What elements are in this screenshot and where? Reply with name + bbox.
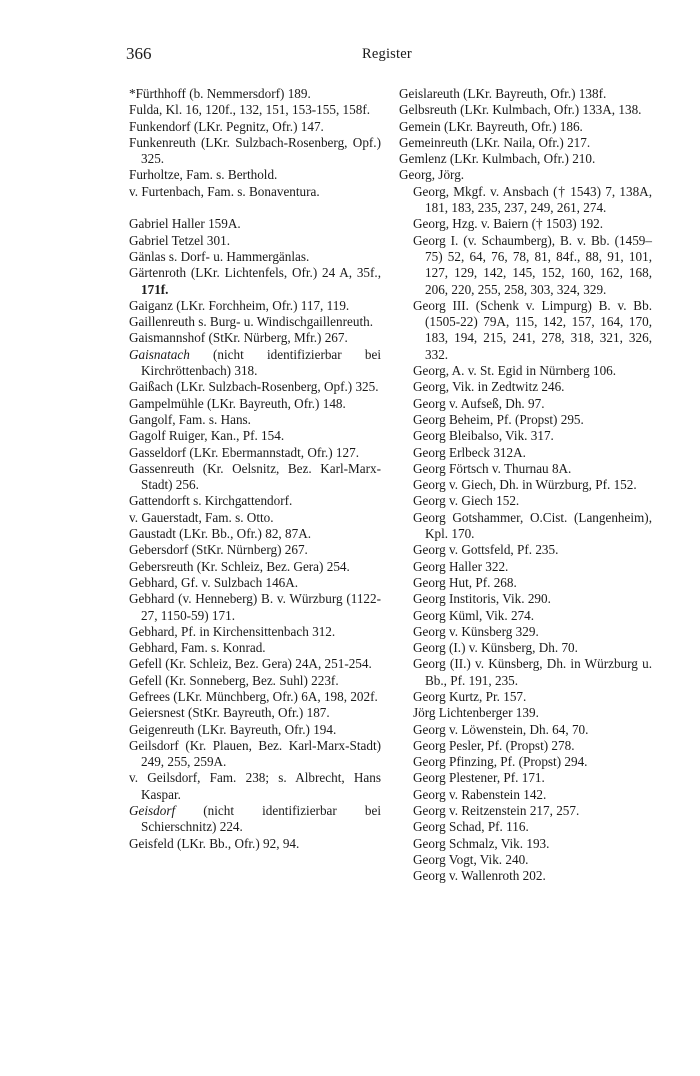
index-subentry: [413, 722, 652, 738]
entry-text: (nicht identifizierbar bei Kirchröttenbach) 318.: [141, 346, 381, 379]
index-entry: [129, 428, 381, 444]
index-subentry: [413, 803, 652, 819]
entry-text: Georg v. Giech 152.: [413, 493, 520, 509]
entry-text: Georg Beheim, Pf. (Propst) 295.: [413, 411, 584, 427]
index-subentry: [413, 559, 652, 575]
entry-text: Georg Pfinzing, Pf. (Propst) 294.: [413, 754, 588, 770]
index-entry: [129, 705, 381, 721]
index-entry: [129, 656, 381, 672]
page-number: 366: [126, 44, 152, 63]
index-subentry: [413, 624, 652, 640]
entry-text: Georg (II.) v. Künsberg, Dh. in Würzburg u. Bb., Pf. 191, 235.: [413, 656, 652, 688]
index-entry: [129, 803, 381, 836]
entry-text: *Fürthhoff (b. Nemmersdorf) 189.: [129, 86, 311, 101]
entry-text: (nicht identifizierbar bei Schierschnitz) 224.: [141, 803, 381, 835]
index-entry: [129, 445, 381, 461]
entry-text: Gasseldorf (LKr. Ebermannstadt, Ofr.) 127.: [129, 444, 359, 460]
index-subentry: [413, 216, 652, 232]
entry-text: Georg Plestener, Pf. 171.: [413, 770, 545, 786]
index-subentry: [413, 689, 652, 705]
index-entry: [129, 493, 381, 509]
index-subentry: [413, 787, 652, 803]
entry-text: Gaustadt (LKr. Bb., Ofr.) 82, 87A.: [129, 526, 312, 542]
entry-spacer: [129, 200, 381, 216]
entry-text: Georg I. (v. Schaumberg), B. v. Bb. (1459–75) 52, 64, 76, 78, 81, 84f., 88, 91, 101, 127, 129, 142, 145, 152, 160, 162, 168, 206, 220, 255, 258, 303, 324, 329.: [413, 232, 652, 297]
entry-text: Georg v. Wallenroth 202.: [413, 868, 546, 884]
index-subentry: [413, 396, 652, 412]
entry-text: Geigenreuth (LKr. Bayreuth, Ofr.) 194.: [129, 721, 337, 737]
index-entry: [129, 347, 381, 380]
entry-text: Georg III. (Schenk v. Limpurg) B. v. Bb. (1505-22) 79A, 115, 142, 157, 164, 170, 183, 194, 215, 241, 278, 318, 321, 326, 332.: [413, 297, 652, 362]
index-subentry: [413, 836, 652, 852]
index-subentry: [413, 233, 652, 298]
index-subentry: [413, 754, 652, 770]
entry-text: Funkenreuth (LKr. Sulzbach-Rosenberg, Opf.) 325.: [129, 134, 381, 167]
entry-text: Gangolf, Fam. s. Hans.: [129, 411, 251, 427]
index-subentry: [413, 542, 652, 558]
entry-text: Gaismannshof (StKr. Nürberg, Mfr.) 267.: [129, 330, 348, 346]
index-subentry: [413, 445, 652, 461]
index-entry: [399, 135, 652, 151]
entry-text: Gebhard, Gf. v. Sulzbach 146A.: [129, 574, 299, 590]
index-entry: [129, 298, 381, 314]
entry-text: Georg Schmalz, Vik. 193.: [413, 835, 550, 851]
entry-text: Gefell (Kr. Sonneberg, Bez. Suhl) 223f.: [129, 672, 339, 688]
entry-text: Georg Institoris, Vik. 290.: [413, 591, 551, 607]
entry-text: Gaißach (LKr. Sulzbach-Rosenberg, Opf.) 325.: [129, 379, 379, 395]
index-entry: [129, 624, 381, 640]
index-subentry: [413, 738, 652, 754]
entry-text: Georg Küml, Vik. 274.: [413, 607, 535, 623]
entry-text: Geiersnest (StKr. Bayreuth, Ofr.) 187.: [129, 705, 330, 721]
entry-text: Georg (I.) v. Künsberg, Dh. 70.: [413, 640, 578, 656]
entry-text: Georg, Jörg.: [399, 167, 465, 183]
index-entry: [399, 86, 652, 102]
index-entry: [129, 379, 381, 395]
entry-text: Geislareuth (LKr. Bayreuth, Ofr.) 138f.: [399, 86, 607, 101]
index-entry: [129, 396, 381, 412]
entry-text: Georg Haller 322.: [413, 558, 509, 574]
index-subentry: [413, 705, 652, 721]
entry-text: Georg v. Löwenstein, Dh. 64, 70.: [413, 721, 589, 737]
entry-text: Geisfeld (LKr. Bb., Ofr.) 92, 94.: [129, 835, 300, 851]
index-entry: [129, 722, 381, 738]
entry-text: Gaillenreuth s. Burg- u. Windischgaillenreuth.: [129, 314, 373, 330]
entry-text: Gemlenz (LKr. Kulmbach, Ofr.) 210.: [399, 151, 596, 167]
index-entry: [399, 102, 652, 118]
index-entry: [129, 738, 381, 771]
index-entry: [129, 119, 381, 135]
index-entry: [399, 151, 652, 167]
entry-text: Georg, Hzg. v. Baiern († 1503) 192.: [413, 216, 604, 232]
entry-text: Gebhard (v. Henneberg) B. v. Würzburg (1122-27, 1150-59) 171.: [129, 591, 381, 623]
index-entry: [129, 689, 381, 705]
entry-text: Gampelmühle (LKr. Bayreuth, Ofr.) 148.: [129, 395, 346, 411]
entry-text: Gemein (LKr. Bayreuth, Ofr.) 186.: [399, 118, 583, 134]
entry-text: Funkendorf (LKr. Pegnitz, Ofr.) 147.: [129, 118, 324, 134]
index-subentry: [413, 656, 652, 689]
entry-text: Gagolf Ruiger, Kan., Pf. 154.: [129, 428, 285, 444]
entry-text: Gattendorft s. Kirchgattendorf.: [129, 493, 293, 509]
entry-text: Gebersdorf (StKr. Nürnberg) 267.: [129, 542, 308, 558]
index-entry: [129, 412, 381, 428]
entry-text: Georg, Vik. in Zedtwitz 246.: [413, 379, 565, 395]
entry-text: Georg v. Giech, Dh. in Würzburg, Pf. 152.: [413, 477, 637, 493]
index-entry: [129, 510, 381, 526]
index-subentry: [413, 298, 652, 363]
index-column-right: [399, 86, 652, 885]
entry-text: Georg v. Aufseß, Dh. 97.: [413, 395, 545, 411]
index-subentry: [413, 477, 652, 493]
index-entry: [129, 249, 381, 265]
index-entry: [129, 330, 381, 346]
index-entry: [129, 575, 381, 591]
index-entry: [129, 265, 381, 298]
index-entry: [399, 119, 652, 135]
index-subentry: [413, 461, 652, 477]
index-subentry: [413, 575, 652, 591]
entry-text: Georg Erlbeck 312A.: [413, 444, 526, 460]
entry-text: Gabriel Haller 159A.: [129, 216, 241, 232]
entry-text: Gabriel Tetzel 301.: [129, 232, 230, 248]
entry-text: Gelbsreuth (LKr. Kulmbach, Ofr.) 133A, 138.: [399, 102, 642, 118]
index-subentry: [413, 868, 652, 884]
index-subentry: [413, 770, 652, 786]
index-entry: [129, 167, 381, 183]
index-entry: [129, 216, 381, 232]
italic-headword: Gaisnatach: [129, 346, 190, 362]
index-entry: [129, 135, 381, 168]
index-subentry: [413, 510, 652, 543]
entry-text: Georg Gotshammer, O.Cist. (Langenheim), Kpl. 170.: [413, 509, 652, 542]
entry-text: Georg Förtsch v. Thurnau 8A.: [413, 460, 572, 476]
entry-text: v. Geilsdorf, Fam. 238; s. Albrecht, Hans Kaspar.: [129, 770, 381, 802]
index-subentry: [413, 379, 652, 395]
entry-text: Gaiganz (LKr. Forchheim, Ofr.) 117, 119.: [129, 297, 350, 313]
entry-text: v. Gauerstadt, Fam. s. Otto.: [129, 509, 274, 525]
index-subentry: [413, 184, 652, 217]
entry-text: v. Furtenbach, Fam. s. Bonaventura.: [129, 183, 320, 199]
index-entry: [129, 640, 381, 656]
index-subentry: [413, 852, 652, 868]
index-subentry: [413, 819, 652, 835]
entry-text: Georg Kurtz, Pr. 157.: [413, 688, 527, 704]
index-entry: [129, 102, 381, 118]
entry-text: Georg v. Reitzenstein 217, 257.: [413, 803, 580, 819]
entry-text: Georg v. Rabenstein 142.: [413, 786, 547, 802]
entry-text: Gärtenroth (LKr. Lichtenfels, Ofr.) 24 A, 35f.,: [129, 265, 381, 281]
entry-text: Gebhard, Fam. s. Konrad.: [129, 640, 266, 656]
entry-text: Georg Schad, Pf. 116.: [413, 819, 529, 835]
entry-text: Gebhard, Pf. in Kirchensittenbach 312.: [129, 623, 336, 639]
entry-text: Georg Hut, Pf. 268.: [413, 574, 517, 590]
entry-text: Gefrees (LKr. Münchberg, Ofr.) 6A, 198, 202f.: [129, 688, 378, 704]
entry-text: Gänlas s. Dorf- u. Hammergänlas.: [129, 248, 310, 264]
entry-text: Gebersreuth (Kr. Schleiz, Bez. Gera) 254.: [129, 558, 350, 574]
index-subentry: [413, 363, 652, 379]
index-entry: [129, 591, 381, 624]
entry-text: Georg Bleibalso, Vik. 317.: [413, 428, 554, 444]
index-entry: [129, 86, 381, 102]
entry-text: Geilsdorf (Kr. Plauen, Bez. Karl-Marx-Stadt) 249, 255, 259A.: [129, 737, 381, 770]
index-subentry: [413, 591, 652, 607]
index-column-left: [129, 86, 381, 852]
index-subentry: [413, 608, 652, 624]
index-entry: [129, 461, 381, 494]
entry-text: Fulda, Kl. 16, 120f., 132, 151, 153-155, 158f.: [129, 102, 371, 118]
index-entry: [129, 184, 381, 200]
index-subentry: [413, 428, 652, 444]
index-subentry: [413, 412, 652, 428]
entry-text: Georg, A. v. St. Egid in Nürnberg 106.: [413, 363, 617, 379]
italic-headword: Geisdorf: [129, 803, 176, 819]
index-entry: [129, 673, 381, 689]
index-entry: [399, 167, 652, 183]
entry-text: Georg v. Künsberg 329.: [413, 623, 539, 639]
entry-text: Georg v. Gottsfeld, Pf. 235.: [413, 542, 559, 558]
running-head: Register: [362, 46, 412, 62]
entry-text: Gassenreuth (Kr. Oelsnitz, Bez. Karl-Marx-Stadt) 256.: [129, 460, 381, 493]
index-subentry: [413, 640, 652, 656]
entry-text: Gemeinreuth (LKr. Naila, Ofr.) 217.: [399, 134, 591, 150]
index-entry: [129, 526, 381, 542]
entry-text: Georg Pesler, Pf. (Propst) 278.: [413, 737, 575, 753]
entry-text: Furholtze, Fam. s. Berthold.: [129, 167, 278, 183]
index-subentry: [413, 493, 652, 509]
bold-reference: 171f.: [141, 281, 169, 297]
index-entry: [129, 542, 381, 558]
index-entry: [129, 836, 381, 852]
entry-text: Gefell (Kr. Schleiz, Bez. Gera) 24A, 251-254.: [129, 656, 372, 672]
entry-text: Jörg Lichtenberger 139.: [413, 705, 539, 721]
entry-text: Georg Vogt, Vik. 240.: [413, 851, 529, 867]
index-entry: [129, 314, 381, 330]
index-entry: [129, 233, 381, 249]
index-entry: [129, 770, 381, 803]
index-entry: [129, 559, 381, 575]
entry-text: Georg, Mkgf. v. Ansbach († 1543) 7, 138A, 181, 183, 235, 237, 249, 261, 274.: [413, 183, 652, 216]
